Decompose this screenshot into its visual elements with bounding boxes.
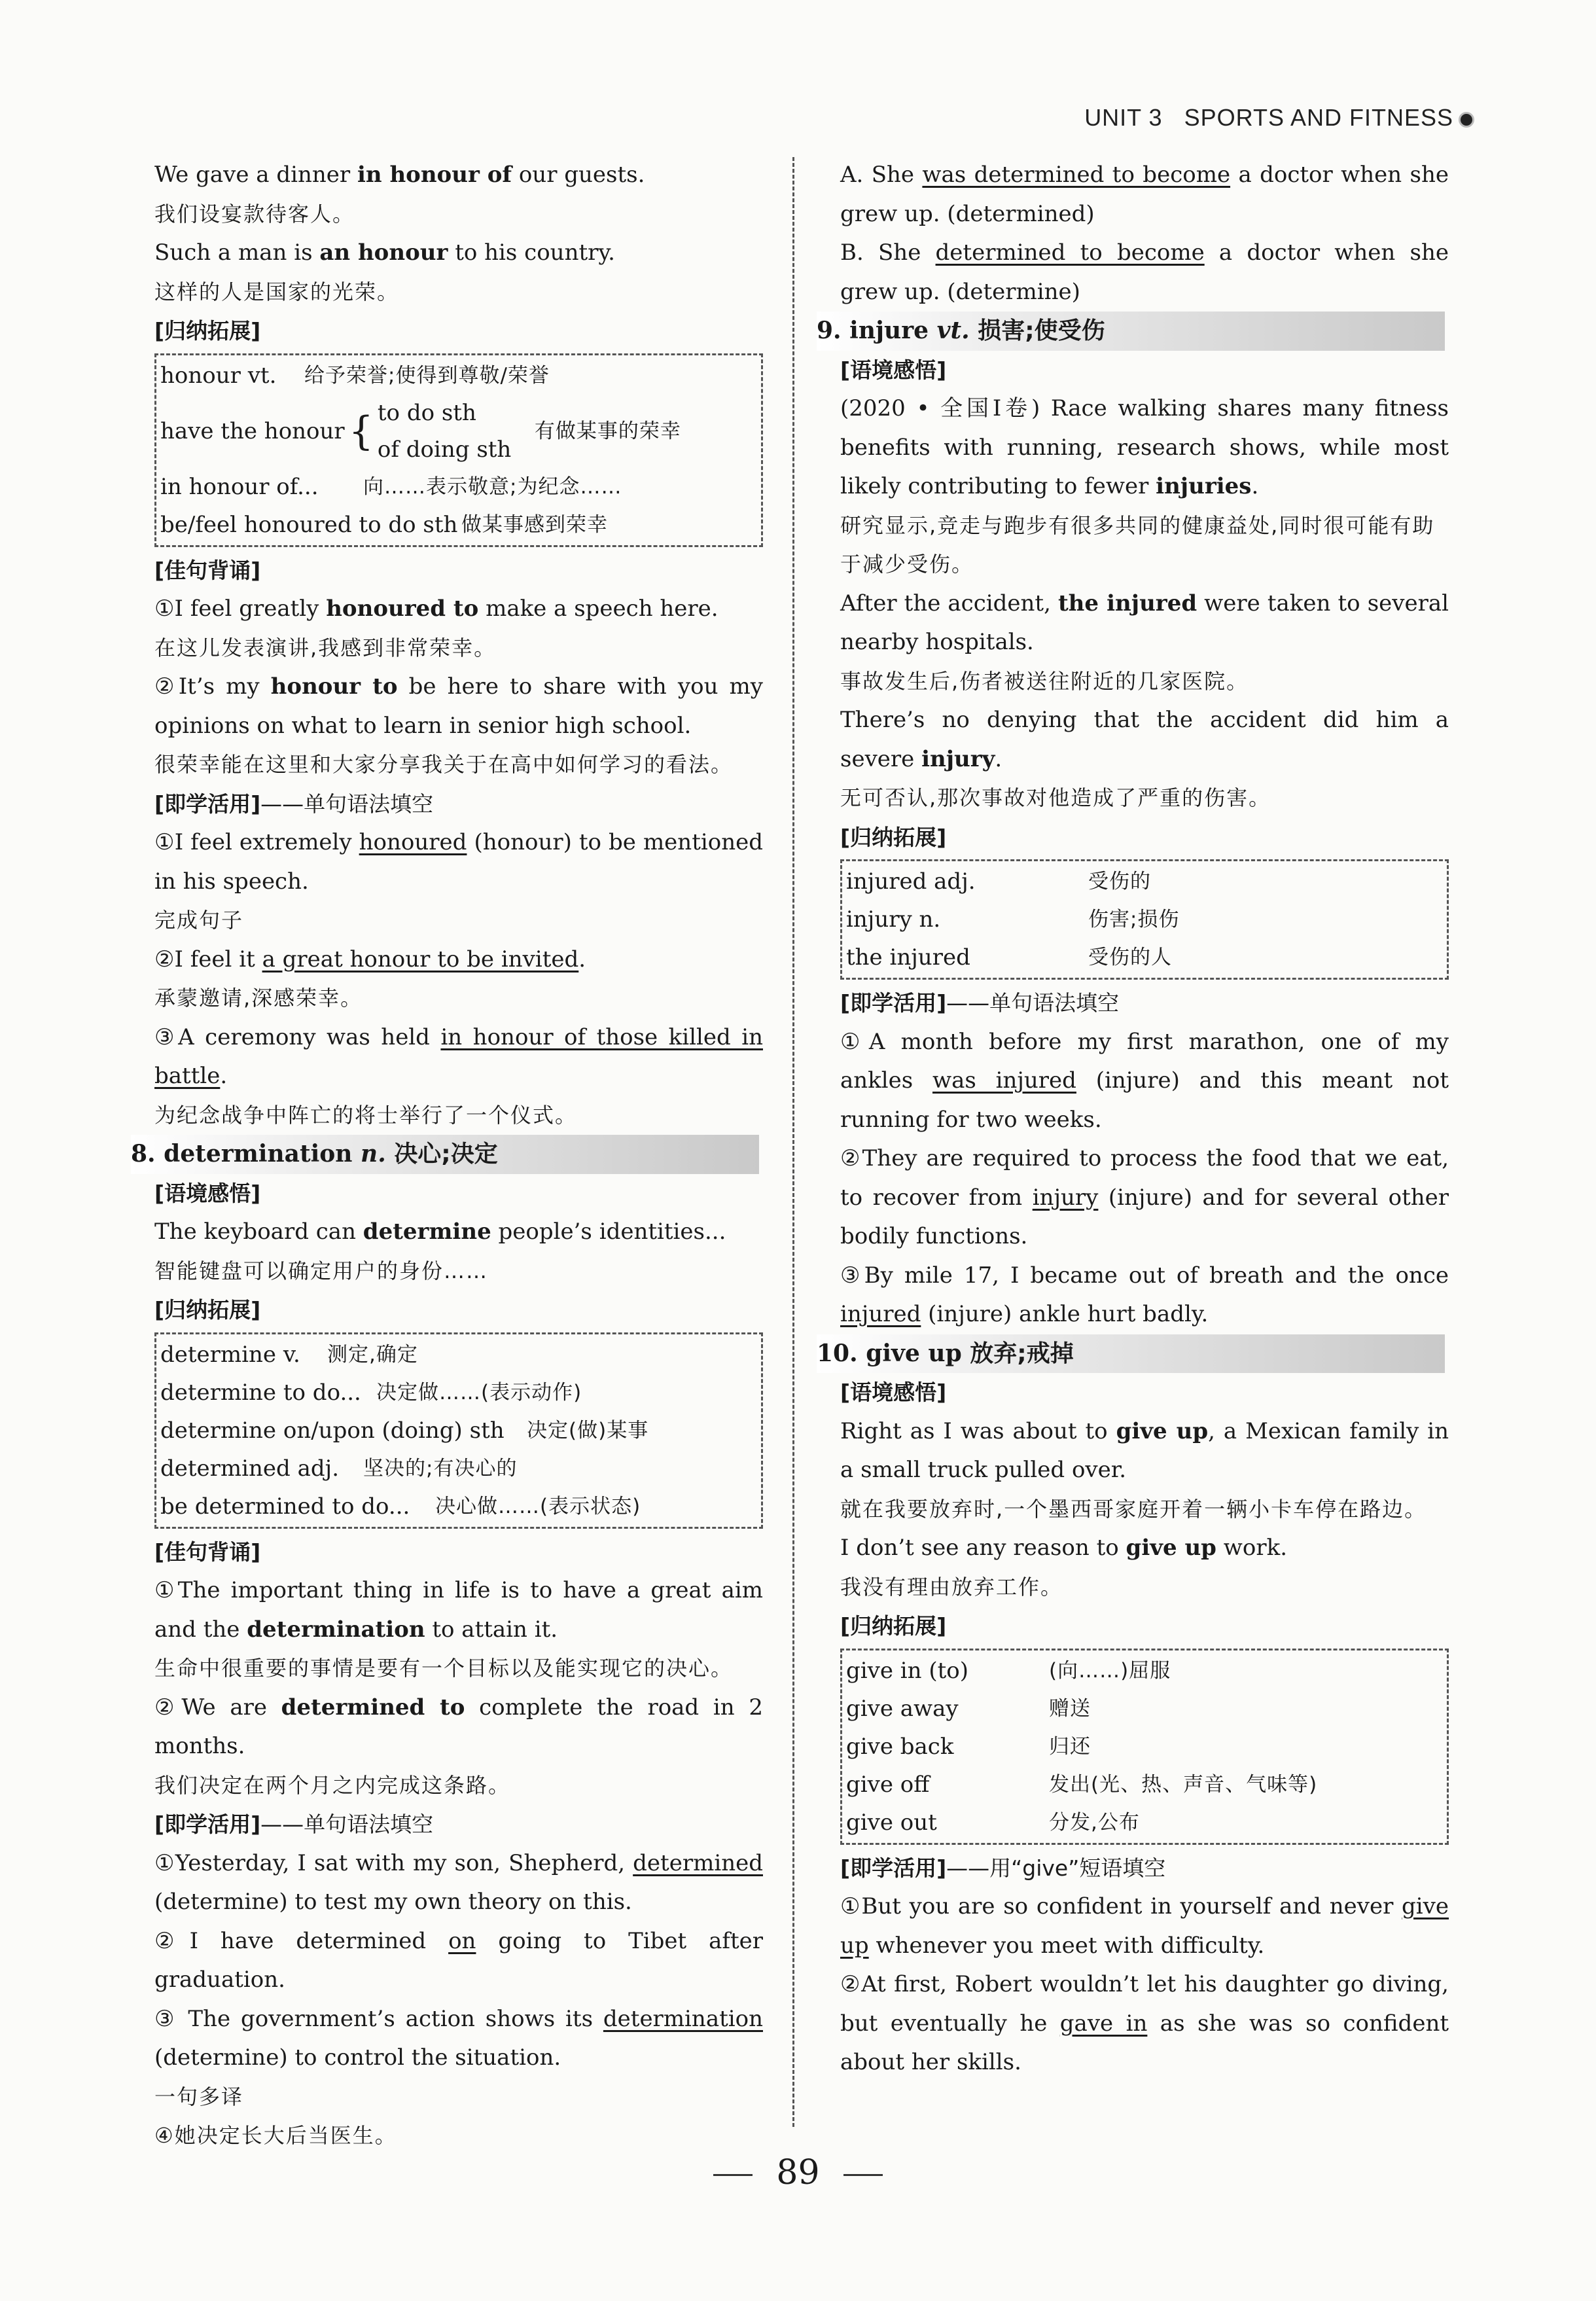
example-translation: 研究显示,竞走与跑步有很多共同的健康益处,同时很可能有助于减少受伤。 (840, 512, 1435, 577)
box-row: injury n. 伤害;损伤 (846, 906, 1180, 933)
box-row: give off 发出(光、热、声音、气味等) (846, 1771, 1318, 1798)
example-sentence: There’s no denying that the accident did him a severe injury. (840, 707, 1449, 772)
label-jixue: [即学活用]——单句语法填空 (840, 990, 1120, 1016)
unit-title: SPORTS AND FITNESS (1184, 104, 1453, 131)
label-guina: [归纳拓展] (154, 318, 261, 344)
column-divider (792, 157, 794, 2127)
memorize-sentence: ①The important thing in life is to have a great aim and the determination to attain it. (154, 1577, 763, 1643)
label-jiaju: [佳句背诵] (154, 557, 261, 583)
box-row: injured adj. 受伤的 (846, 868, 1151, 895)
example-sentence: (2020 • 全国Ⅰ卷) Race walking shares many fitness benefits with running, research shows, while most likely contributing to fewer injuries. (840, 395, 1449, 499)
label-jixue: [即学活用]——单句语法填空 (154, 791, 434, 817)
box-row: honour vt. 给予荣誉;使得到尊敬/荣誉 (160, 362, 550, 389)
box-row: give back 归还 (846, 1733, 1091, 1760)
expansion-box-honour (154, 353, 763, 547)
exercise-translation: 为纪念战争中阵亡的将士举行了一个仪式。 (154, 1102, 578, 1128)
exercise-item: ②I feel it a great honour to be invited. (154, 946, 586, 972)
memorize-translation: 在这儿发表演讲,我感到非常荣幸。 (154, 635, 497, 660)
section-heading-9: 9. injure vt. 损害;使受伤 (817, 312, 1445, 351)
example-sentence: The keyboard can determine people’s identities... (154, 1219, 726, 1245)
exercise-item: ④她决定长大后当医生。 (154, 2123, 397, 2148)
running-header (1084, 98, 1474, 137)
bullet-icon (1459, 112, 1474, 128)
example-sentence: Right as I was about to give up, a Mexican family in a small truck pulled over. (840, 1418, 1449, 1483)
example-translation: 事故发生后,伤者被送往附近的几家医院。 (840, 668, 1249, 694)
example-translation: 无可否认,那次事故对他造成了严重的伤害。 (840, 785, 1271, 810)
box-row: give out 分发,公布 (846, 1809, 1140, 1836)
exercise-item: ③A ceremony was held in honour of those killed in battle. (154, 1024, 763, 1089)
box-row: determine to do... 决定做……(表示动作) (160, 1379, 582, 1406)
label-yujing: [语境感悟] (840, 1380, 947, 1405)
example-sentence: Such a man is an honour to his country. (154, 240, 615, 266)
page-number: 89 (0, 2153, 1596, 2192)
expansion-box-give (840, 1649, 1449, 1845)
exercise-item: A. She was determined to become a doctor when she grew up. (determined) (840, 162, 1449, 227)
memorize-sentence: ①I feel greatly honoured to make a speech here. (154, 596, 718, 622)
example-translation: 就在我要放弃时,一个墨西哥家庭开着一辆小卡车停在路边。 (840, 1496, 1427, 1522)
label-wancheng: 完成句子 (154, 908, 244, 933)
exercise-item: ②At first, Robert wouldn’t let his daughter go diving, but eventually he gave in as she was so confident about her skills. (840, 1971, 1449, 2075)
exercise-item: ③By mile 17, I became out of breath and the once injured (injure) ankle hurt badly. (840, 1262, 1449, 1327)
example-translation: 我没有理由放弃工作。 (840, 1574, 1063, 1599)
label-yijuduoyi: 一句多译 (154, 2084, 244, 2109)
memorize-translation: 很荣幸能在这里和大家分享我关于在高中如何学习的看法。 (154, 752, 734, 777)
memorize-translation: 生命中很重要的事情是要有一个目标以及能实现它的决心。 (154, 1656, 734, 1681)
memorize-translation: 我们决定在两个月之内完成这条路。 (154, 1772, 511, 1798)
box-row: in honour of... 向……表示敬意;为纪念…… (160, 473, 622, 500)
section-heading-10: 10. give up 放弃;戒掉 (817, 1334, 1445, 1374)
memorize-sentence: ②We are determined to complete the road in 2 months. (154, 1694, 763, 1759)
box-row: determined adj. 坚决的;有决心的 (160, 1455, 518, 1482)
memorize-sentence: ②It’s my honour to be here to share with you my opinions on what to learn in senior high school. (154, 673, 763, 739)
section-heading-8: 8. determination n. 决心;决定 (131, 1135, 759, 1174)
exercise-translation: 承蒙邀请,深感荣幸。 (154, 986, 363, 1010)
exercise-item: B. She determined to become a doctor when she grew up. (determine) (840, 240, 1449, 305)
exercise-item: ①I feel extremely honoured (honour) to be mentioned in his speech. (154, 829, 763, 895)
exercise-item: ③ The government’s action shows its determination (determine) to control the situation. (154, 2005, 763, 2071)
label-guina: [归纳拓展] (840, 1613, 947, 1639)
example-translation: 我们设宴款待客人。 (154, 201, 355, 226)
example-sentence: We gave a dinner in honour of our guests. (154, 162, 645, 188)
expansion-box-determine (154, 1332, 763, 1529)
example-translation: 智能键盘可以确定用户的身份…… (154, 1258, 489, 1283)
label-guina: [归纳拓展] (154, 1297, 261, 1323)
box-row: determine v. 测定,确定 (160, 1341, 418, 1368)
box-row: give away 赠送 (846, 1695, 1091, 1722)
label-jixue: [即学活用]——单句语法填空 (154, 1811, 434, 1837)
exercise-item: ①Yesterday, I sat with my son, Shepherd, determined (determine) to test my own theory on this. (154, 1849, 763, 1915)
exercise-item: ②I have determined on going to Tibet after graduation. (154, 1927, 763, 1993)
exercise-item: ②They are required to process the food that we eat, to recover from injury (injure) and for several other bodily functions. (840, 1145, 1449, 1249)
box-row: have the honour { to do sth of doing sth 有做某事的荣幸 (160, 399, 681, 463)
label-yujing: [语境感悟] (154, 1180, 261, 1206)
exercise-item: ①But you are so confident in yourself and never give up whenever you meet with difficulty. (840, 1893, 1449, 1959)
example-sentence: After the accident, the injured were taken to several nearby hospitals. (840, 590, 1449, 655)
box-row: be/feel honoured to do sth 做某事感到荣幸 (160, 511, 608, 538)
box-row: give in (to) (向……)屈服 (846, 1657, 1171, 1684)
label-jixue: [即学活用]——用“give”短语填空 (840, 1855, 1166, 1881)
right-column (817, 156, 1449, 2082)
example-translation: 这样的人是国家的光荣。 (154, 279, 400, 304)
box-row: determine on/upon (doing) sth 决定(做)某事 (160, 1417, 649, 1444)
example-sentence: I don’t see any reason to give up work. (840, 1535, 1288, 1561)
exercise-item: ①A month before my first marathon, one of my ankles was injured (injure) and this meant not running for two weeks. (840, 1028, 1449, 1133)
label-guina: [归纳拓展] (840, 824, 947, 850)
left-column (131, 156, 763, 2156)
box-row: the injured 受伤的人 (846, 944, 1172, 971)
label-jiaju: [佳句背诵] (154, 1539, 261, 1565)
box-row: be determined to do... 决心做……(表示状态) (160, 1493, 641, 1520)
label-yujing: [语境感悟] (840, 357, 947, 383)
unit-label: UNIT 3 (1084, 104, 1163, 131)
expansion-box-injure (840, 859, 1449, 980)
